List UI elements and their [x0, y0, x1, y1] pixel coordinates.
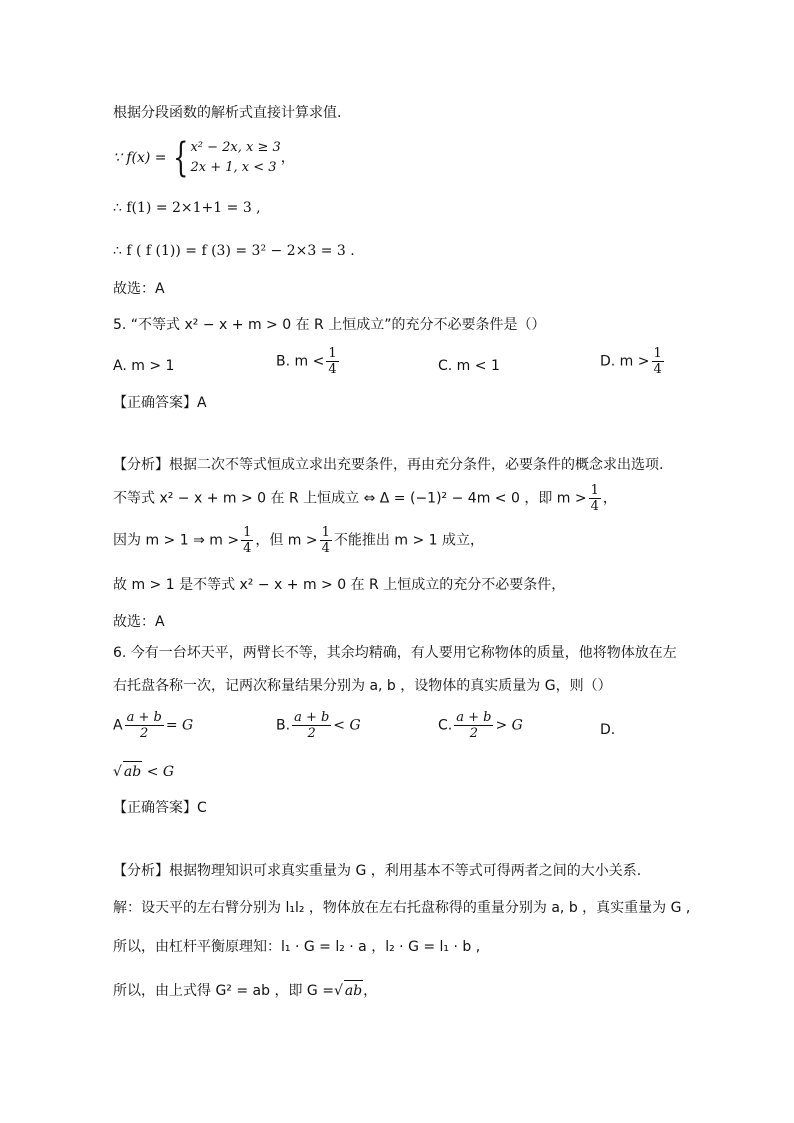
q5-analysis-2: [113, 483, 617, 514]
frac-num: 1: [243, 525, 252, 540]
q5-analysis-2-text: 不等式 x² − x + m > 0 在 R 上恒成立 ⇔ Δ = (−1)² − 4m < 0 ，即 m >: [113, 490, 587, 507]
frac-num: 1: [653, 346, 662, 361]
q5-option-a: A. m > 1: [113, 358, 175, 374]
frac-den: 4: [328, 362, 337, 377]
q6-analysis-4: 所以，由上式得 G² = ab ，即 G =√ ab，: [113, 980, 377, 1001]
q5-analysis-2-comma: ，: [602, 490, 617, 507]
fraction-avg: [125, 710, 164, 741]
frac-num: a + b: [126, 710, 162, 725]
q6-analysis-3: 所以，由杠杆平衡原理知：l₁ · G = l₂ · a ，l₂ · G = l₁ · b ,: [113, 939, 481, 955]
frac-den: 4: [590, 499, 599, 514]
step-f1: ∴ f(1) = 2×1+1 = 3 ,: [113, 200, 261, 216]
piecewise-cases: [190, 138, 280, 178]
q6-correct-answer: 【正确答案】C: [113, 800, 207, 816]
q6-option-c-label: C.: [438, 717, 453, 734]
step-ff1: ∴ f ( f (1)) = f (3) = 3² − 2×3 = 3 .: [113, 243, 355, 259]
fraction-quarter: [652, 346, 664, 377]
q5-analysis-3-a: 因为 m > 1 ⇒ m >: [113, 532, 240, 549]
fraction-quarter: [241, 525, 253, 556]
q6-analysis-1: 【分析】根据物理知识可求真实重量为 G ，利用基本不等式可得两者之间的大小关系.: [113, 863, 642, 879]
q6-option-b-relation: < G: [333, 717, 361, 734]
question-6-stem-1: 6. 今有一台坏天平，两臂长不等，其余均精确，有人要用它称物体的质量，他将物体放在左: [113, 645, 677, 661]
answer-choice-prev: 故选：A: [113, 281, 165, 297]
q5-final-choice: 故选：A: [113, 614, 165, 630]
q5-analysis-3: [113, 525, 484, 556]
frac-den: 4: [321, 541, 330, 556]
fraction-avg: [454, 710, 493, 741]
q5-analysis-3-b: ，但 m >: [255, 532, 318, 549]
q6-option-d: D.: [600, 722, 616, 738]
q5-option-c: C. m < 1: [438, 358, 500, 374]
frac-den: 2: [469, 726, 478, 741]
q6-option-d-expression: √ ab < G: [113, 761, 174, 782]
q5-option-b-text: B. m <: [276, 353, 325, 370]
case-2: 2x + 1, x < 3: [190, 160, 277, 175]
frac-den: 4: [653, 362, 662, 377]
frac-den: 4: [243, 541, 252, 556]
q6-analysis-4-comma: ，: [363, 983, 378, 999]
frac-num: 1: [321, 525, 330, 540]
q5-correct-answer: 【正确答案】A: [113, 395, 207, 411]
q5-option-d: [600, 346, 666, 377]
function-def-prefix: ∵ f(x) =: [113, 150, 171, 166]
comma: ，: [280, 150, 295, 166]
fraction-quarter: [589, 483, 601, 514]
sqrt-ab: ab: [123, 761, 142, 782]
fraction-quarter: [326, 346, 338, 377]
case-1: x² − 2x, x ≥ 3: [190, 140, 281, 155]
q6-option-d-relation: < G: [146, 764, 175, 780]
frac-den: 2: [140, 726, 149, 741]
q6-option-a-relation: = G: [165, 717, 194, 734]
brace-symbol: {: [173, 135, 189, 181]
q6-option-b: [276, 710, 361, 741]
q5-analysis-3-c: 不能推出 m > 1 成立，: [333, 532, 484, 549]
frac-den: 2: [307, 726, 316, 741]
solution-intro-text: 根据分段函数的解析式直接计算求值.: [113, 105, 342, 121]
q6-analysis-4-text: 所以，由上式得 G² = ab ，即 G =: [113, 983, 334, 999]
q6-option-a: [113, 710, 193, 741]
fraction-quarter: [320, 525, 332, 556]
frac-num: a + b: [456, 710, 492, 725]
q6-option-c-relation: > G: [495, 717, 523, 734]
sqrt-ab: ab: [344, 980, 363, 1001]
question-6-stem-2: 右托盘各称一次，记两次称量结果分别为 a, b ，设物体的真实质量为 G，则（）: [113, 678, 612, 694]
q6-option-c: [438, 710, 523, 741]
q6-analysis-2: 解：设天平的左右臂分别为 l₁l₂ ，物体放在左右托盘称得的重量分别为 a, b ，真实重量为 G ,: [113, 900, 691, 916]
frac-num: a + b: [294, 710, 330, 725]
q5-option-d-text: D. m >: [600, 353, 650, 370]
frac-num: 1: [328, 346, 337, 361]
q6-option-b-label: B.: [276, 717, 291, 734]
piecewise-function-line: [113, 136, 295, 180]
q5-analysis-4: 故 m > 1 是不等式 x² − x + m > 0 在 R 上恒成立的充分不必要条件，: [113, 577, 566, 593]
q6-option-a-label: A: [113, 717, 123, 734]
q5-analysis-1: 【分析】根据二次不等式恒成立求出充要条件，再由充分条件，必要条件的概念求出选项.: [113, 457, 664, 473]
question-5-stem: 5. “不等式 x² − x + m > 0 在 R 上恒成立”的充分不必要条件是（）: [113, 317, 546, 333]
frac-num: 1: [590, 483, 599, 498]
fraction-avg: [292, 710, 331, 741]
q5-option-b: [276, 346, 341, 377]
